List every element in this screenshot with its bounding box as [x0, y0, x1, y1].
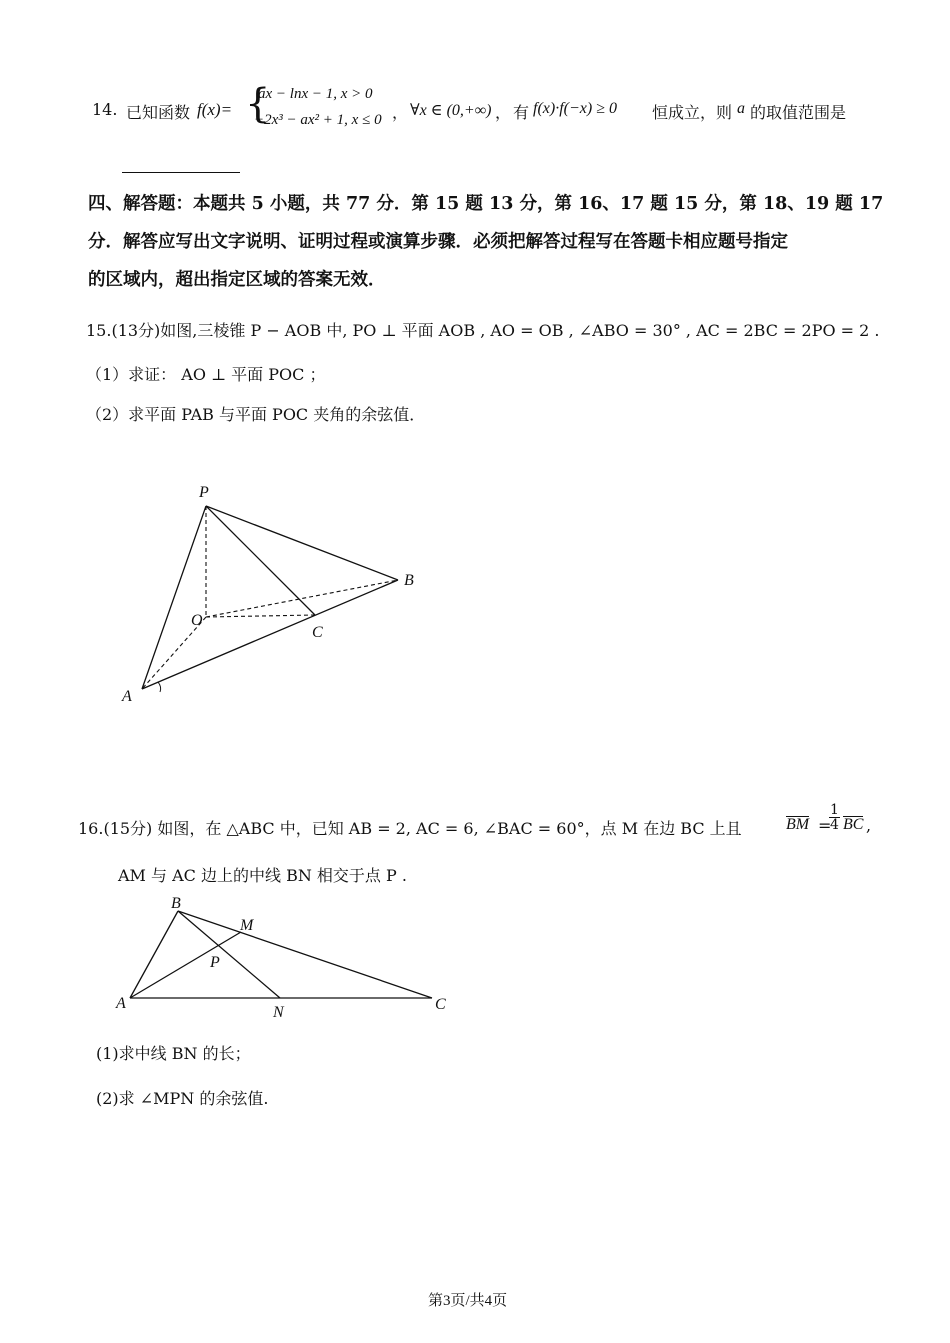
q14-case2: −2x³ − ax² + 1, x ≤ 0	[254, 112, 382, 128]
q16-frac-den: 4	[830, 817, 839, 833]
q14-tail: 恒成立，则	[652, 103, 733, 122]
label-P: P	[210, 954, 220, 971]
q14-condition: f(x)·f(−x) ≥ 0	[533, 100, 617, 117]
q16-vec-bc: BC	[843, 816, 864, 833]
q14-case1: ax − lnx − 1, x > 0	[258, 86, 373, 102]
side-AB	[130, 911, 178, 998]
q14-answer-blank	[122, 172, 240, 173]
median-BN	[178, 911, 280, 998]
label-C: C	[312, 624, 323, 641]
q14-func-name: f(x)=	[197, 100, 233, 119]
label-B: B	[404, 572, 414, 589]
q16-part1: (1)求中线 BN 的长；	[96, 1044, 251, 1063]
q16-vec-bm: BM	[786, 816, 810, 833]
q14-mid: 有	[513, 103, 530, 122]
q16-lead: 16.(15分) 如图，在 △ABC 中，已知 AB = 2, AC = 6, ∠BAC = 60°，点 M 在边 BC 上且	[78, 819, 742, 838]
edge-OC	[206, 615, 315, 617]
angle-arc-A	[158, 682, 161, 692]
q14-comma-2: ，	[495, 103, 512, 122]
q15-part2: （2）求平面 PAB 与平面 POC 夹角的余弦值．	[86, 405, 426, 424]
q14-tail2: 的取值范围是	[750, 103, 847, 122]
q14-brace: {	[245, 81, 271, 127]
segment-AM	[130, 932, 241, 998]
q15-stem: 15.(13分)如图,三棱锥 P − AOB 中, PO ⊥ 平面 AOB , AO = OB , ∠ABO = 30° , AC = 2BC = 2PO = 2 .	[86, 321, 880, 340]
q16-fraction	[829, 803, 840, 832]
q16-eq: =	[818, 816, 832, 835]
q14-var: a	[737, 100, 745, 117]
label-O: O	[191, 612, 203, 629]
q16-end: ,	[866, 816, 872, 835]
q16-triangle-figure	[110, 890, 460, 1025]
edge-OB	[206, 580, 398, 617]
page-number: 第3页/共4页	[428, 1293, 508, 1309]
label-M: M	[240, 917, 254, 934]
label-B: B	[171, 895, 181, 912]
q16-line2: AM 与 AC 边上的中线 BN 相交于点 P .	[118, 866, 407, 885]
section4-line1: 四、解答题：本题共 5 小题，共 77 分．第 15 题 13 分，第 16、17 题 15 分，第 18、19 题 17	[88, 194, 884, 214]
q16-frac-num: 1	[830, 802, 839, 818]
section4-line2: 分．解答应写出文字说明、证明过程或演算步骤．必须把解答过程写在答题卡相应题号指定	[88, 232, 788, 252]
label-N: N	[273, 1004, 284, 1021]
edge-AB	[142, 580, 398, 689]
edge-PB	[206, 506, 398, 580]
q14-lead: 已知函数	[126, 103, 191, 122]
label-P: P	[199, 484, 209, 501]
q14-number: 14.	[92, 100, 118, 119]
q15-part1: （1）求证： AO ⊥ 平面 POC ；	[86, 365, 326, 384]
q16-part2: (2)求 ∠MPN 的余弦值.	[96, 1089, 269, 1108]
q14-comma: ，	[392, 103, 409, 122]
section4-line3: 的区域内，超出指定区域的答案无效．	[88, 270, 386, 290]
label-C: C	[435, 996, 446, 1013]
q14-forall: ∀x ∈ (0,+∞)	[410, 102, 492, 119]
label-A: A	[122, 688, 132, 705]
edge-PA	[142, 506, 206, 689]
q15-pyramid-figure	[110, 475, 430, 710]
label-A: A	[116, 995, 126, 1012]
